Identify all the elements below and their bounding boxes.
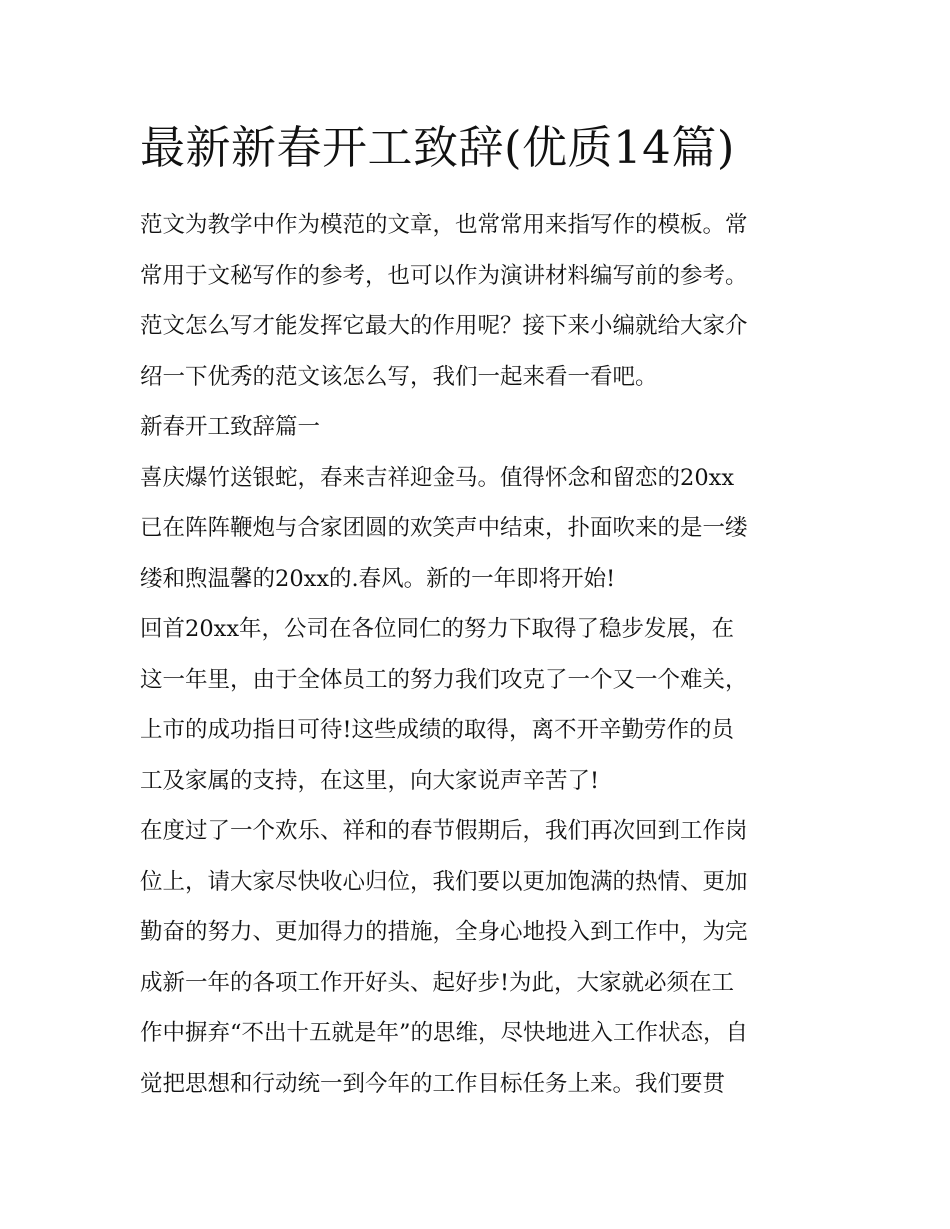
- body-line: 绍一下优秀的范文该怎么写，我们一起来看一看吧。: [140, 363, 658, 390]
- body-line: 勤奋的努力、更加得力的措施，全身心地投入到工作中，为完: [140, 919, 748, 945]
- body-line: 已在阵阵鞭炮与合家团圆的欢笑声中结束，扑面吹来的是一缕: [140, 515, 748, 541]
- section-heading: 新春开工致辞篇一: [140, 414, 321, 440]
- body-line: 位上，请大家尽快收心归位，我们要以更加饱满的热情、更加: [140, 868, 748, 895]
- body-line: 回首20xx年，公司在各位同仁的努力下取得了稳步发展，在: [140, 616, 735, 642]
- body-line: 缕和煦温馨的20xx的.春风。新的一年即将开始!: [140, 565, 616, 592]
- body-line: 成新一年的各项工作开好头、起好步!为此，大家就必须在工: [140, 969, 735, 996]
- body-line: 常用于文秘写作的参考，也可以作为演讲材料编写前的参考。: [140, 262, 748, 289]
- body-line: 喜庆爆竹送银蛇，春来吉祥迎金马。值得怀念和留恋的20xx: [140, 464, 735, 491]
- body-line: 在度过了一个欢乐、祥和的春节假期后，我们再次回到工作岗: [140, 818, 748, 844]
- document-body: [140, 200, 820, 1109]
- body-line: 工及家属的支持，在这里，向大家说声辛苦了!: [140, 767, 600, 794]
- body-line: 上市的成功指日可待!这些成绩的取得，离不开辛勤劳作的员: [140, 717, 735, 743]
- document-title: 最新新春开工致辞(优质14篇): [140, 121, 735, 174]
- body-line: 这一年里，由于全体员工的努力我们攻克了一个又一个难关，: [140, 666, 748, 693]
- body-line: 范文怎么写才能发挥它最大的作用呢？接下来小编就给大家介: [140, 313, 748, 339]
- body-line: 范文为教学中作为模范的文章，也常常用来指写作的模板。常: [140, 212, 748, 238]
- body-line: 觉把思想和行动统一到今年的工作目标任务上来。我们要贯: [140, 1070, 726, 1097]
- body-line: 作中摒弃“不出十五就是年”的思维，尽快地进入工作状态，自: [140, 1020, 749, 1046]
